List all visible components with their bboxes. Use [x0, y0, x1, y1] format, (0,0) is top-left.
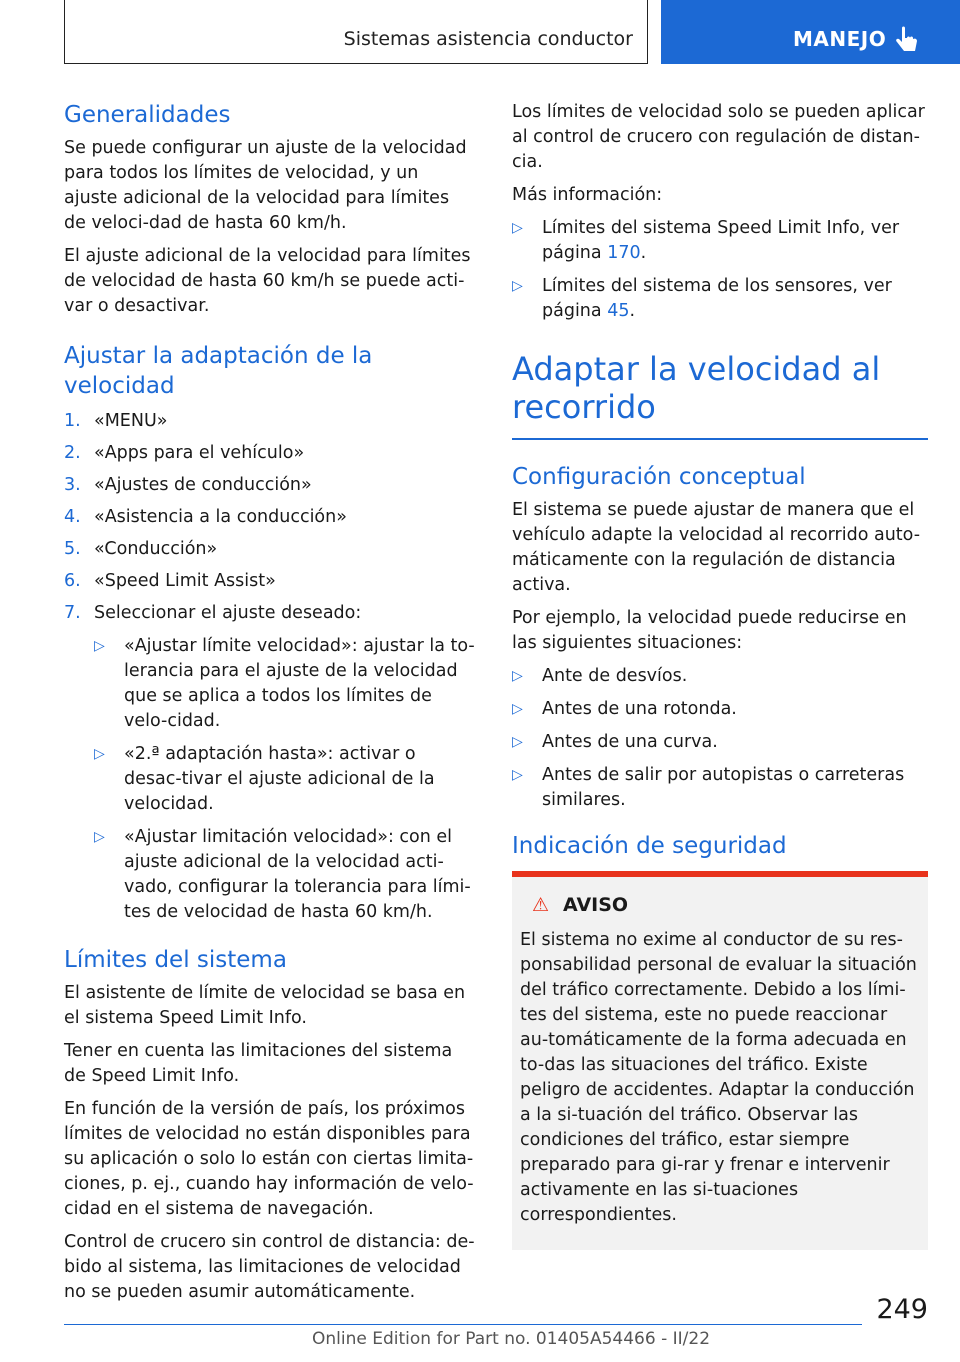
warning-icon: ⚠ — [532, 893, 550, 916]
step-number: 3. — [64, 475, 81, 495]
triangle-bullet-icon: ▷ — [512, 766, 523, 783]
divider — [512, 438, 928, 440]
step-number: 2. — [64, 443, 81, 463]
step-number: 4. — [64, 507, 81, 527]
heading-seguridad: Indicación de seguridad — [512, 832, 787, 859]
paragraph: Los límites de velocidad solo se pueden aplicar al control de crucero con regulación de distan-cia. — [512, 102, 925, 172]
paragraph: Control de crucero sin control de distancia: de-bido al sistema, las limitaciones de velocidad no se pueden asumir automáticamente. — [64, 1232, 475, 1302]
item-text: Límites del sistema de los sensores, ver página — [542, 276, 892, 321]
page-link[interactable]: 45 — [607, 301, 630, 321]
hand-pointer-icon — [894, 26, 920, 54]
step-text: «Speed Limit Assist» — [94, 571, 276, 591]
list-item: ▷ Límites del sistema Speed Limit Info, ver página 170. — [512, 218, 900, 263]
step-text: «Apps para el vehículo» — [94, 443, 305, 463]
triangle-bullet-icon: ▷ — [512, 700, 523, 717]
triangle-bullet-icon: ▷ — [512, 278, 523, 294]
item-text: «Ajustar límite velocidad»: ajustar la to-lerancia para el ajuste de la velocidad que se aplica a todos los límites de velo-cidad. — [124, 636, 475, 731]
list-item — [64, 473, 476, 498]
paragraph: Tener en cuenta las limitaciones del sistema de Speed Limit Info. — [64, 1041, 453, 1086]
section-header — [64, 0, 648, 64]
list-item — [64, 409, 476, 434]
step-number: 1. — [64, 411, 81, 431]
triangle-bullet-icon: ▷ — [512, 667, 523, 684]
section-title: Sistemas asistencia conductor — [343, 28, 633, 50]
heading-adaptar: Adaptar la velocidad al recorrido — [512, 350, 881, 426]
paragraph: El sistema se puede ajustar de manera que el vehículo adapte la velocidad al recorrido auto-máticamente con la regulación de distancia activa. — [512, 499, 921, 595]
list-item — [64, 441, 476, 466]
list-item — [94, 742, 476, 817]
paragraph: En función de la versión de país, los próximos límites de velocidad no están disponibles para su aplicación o solo lo están con ciertas limita-ciones, p. ej., cuando hay información de velo-cidad en el sistema de navegación. — [64, 1099, 474, 1219]
page-number: 249 — [876, 1294, 928, 1325]
triangle-bullet-icon: ▷ — [94, 829, 105, 845]
item-text: Antes de salir por autopistas o carreteras similares. — [542, 764, 905, 810]
sub-list — [94, 634, 476, 925]
list-item: ▷ Límites del sistema de los sensores, ver página 45. — [512, 276, 892, 321]
right-column — [512, 100, 928, 1250]
list-item — [94, 634, 476, 734]
step-text: «Ajustes de conducción» — [94, 475, 312, 495]
heading-ajustar: Ajustar la adaptación de la velocidad — [64, 343, 373, 399]
footer-divider — [64, 1324, 862, 1325]
list-item — [64, 601, 476, 626]
triangle-bullet-icon: ▷ — [94, 638, 105, 654]
triangle-bullet-icon: ▷ — [512, 220, 523, 236]
item-text: Ante de desvíos. — [542, 665, 688, 686]
paragraph: El asistente de límite de velocidad se basa en el sistema Speed Limit Info. — [64, 983, 466, 1028]
item-text: «Ajustar limitación velocidad»: con el ajuste adicional de la velocidad acti-vado, configurar la tolerancia para lími-tes de velocidad de hasta 60 km/h. — [124, 827, 471, 922]
step-text: «Asistencia a la conducción» — [94, 507, 347, 527]
triangle-bullet-icon: ▷ — [512, 733, 523, 750]
chapter-tab — [661, 0, 960, 64]
step-number: 7. — [64, 603, 81, 623]
heading-config: Configuración conceptual — [512, 463, 806, 490]
list-item — [64, 569, 476, 594]
item-text: Límites del sistema Speed Limit Info, ver página — [542, 218, 900, 263]
step-number: 5. — [64, 539, 81, 559]
step-text: «MENU» — [94, 411, 168, 431]
list-item — [512, 763, 928, 813]
heading-generalidades: Generalidades — [64, 102, 231, 128]
chapter-title: MANEJO — [793, 27, 887, 51]
triangle-bullet-icon: ▷ — [94, 746, 105, 762]
list-item — [512, 730, 928, 755]
heading-limites: Límites del sistema — [64, 947, 287, 973]
item-text: «2.ª adaptación hasta»: activar o desac-tivar el ajuste adicional de la velocidad. — [124, 744, 435, 814]
warning-text: El sistema no exime al conductor de su res-ponsabilidad personal de evaluar la situación del tráfico correctamente. Debido a los lími-tes del sistema, este no puede reaccionar au-tomáticamente de la forma adecuada en to-das las situaciones del tráfico. Existe peligro de accidentes. Adaptar la conducción a la si-tuación del tráfico. Observar las condiciones del tráfico, estar siempre preparado para gi-rar y frenar e intervenir activamente en las si-tuaciones correspondientes. — [520, 929, 917, 1225]
paragraph: Se puede configurar un ajuste de la velocidad para todos los límites de velocidad, y un ajuste adicional de la velocidad para límites de veloci-dad de hasta 60 km/h. — [64, 138, 467, 233]
warning-box — [512, 871, 928, 1250]
page-link[interactable]: 170 — [607, 243, 641, 263]
item-text: Antes de una rotonda. — [542, 698, 737, 719]
steps-list — [64, 409, 476, 626]
item-text: Antes de una curva. — [542, 731, 718, 752]
warning-header — [520, 893, 920, 918]
paragraph: Más información: — [512, 185, 663, 205]
situations-list — [512, 664, 928, 813]
list-item — [512, 697, 928, 722]
list-item — [64, 537, 476, 562]
step-text: «Conducción» — [94, 539, 218, 559]
edition-footer: Online Edition for Part no. 01405A54466 - II/22 — [312, 1329, 711, 1349]
list-item — [512, 664, 928, 689]
step-text: Seleccionar el ajuste deseado: — [94, 603, 362, 623]
reference-list — [512, 216, 928, 324]
warning-label: AVISO — [563, 893, 629, 916]
paragraph: Por ejemplo, la velocidad puede reducirse en las siguientes situaciones: — [512, 607, 907, 653]
paragraph: El ajuste adicional de la velocidad para límites de velocidad de hasta 60 km/h se puede acti-var o desactivar. — [64, 246, 471, 316]
list-item — [64, 505, 476, 530]
left-column — [64, 100, 476, 1313]
list-item — [94, 825, 476, 925]
step-number: 6. — [64, 571, 81, 591]
